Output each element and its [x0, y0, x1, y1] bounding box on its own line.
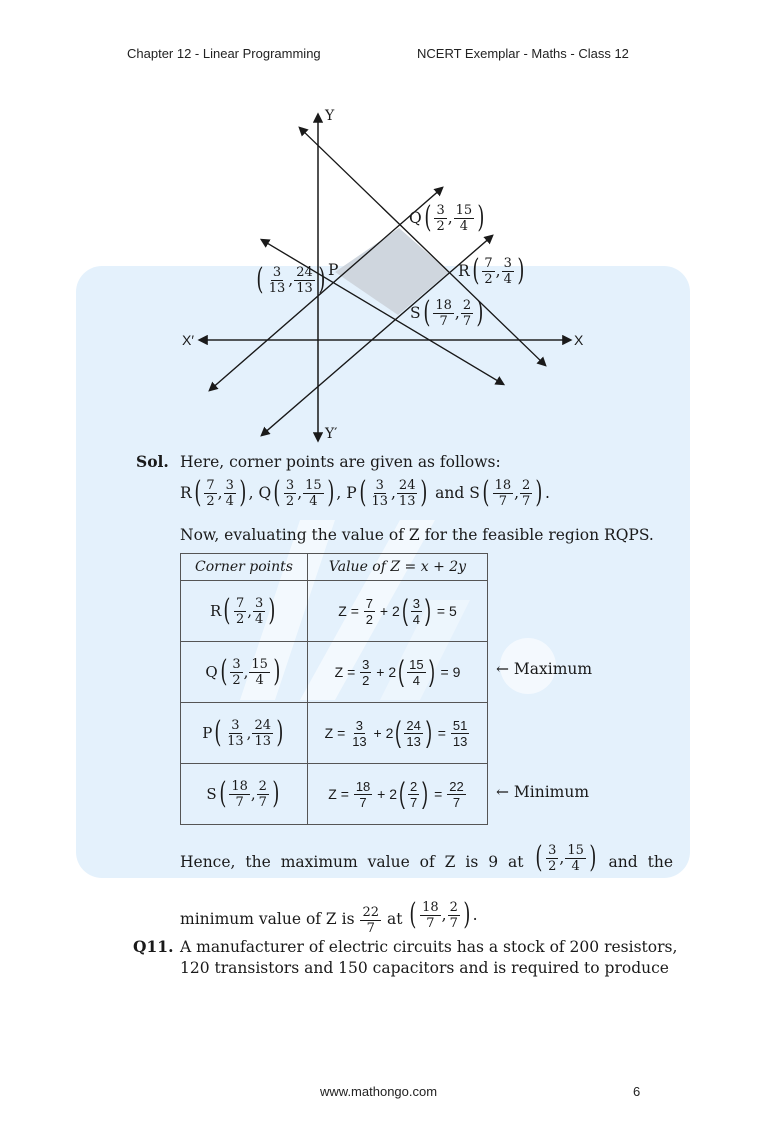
- solution-label: Sol.: [136, 452, 169, 471]
- point-label-p-coords: ( $\frac{3}{13}$ , $\frac{24}{13}$ ): [256, 262, 326, 297]
- solution-line3: Now, evaluating the value of Z for the feasible region RQPS.: [180, 526, 654, 544]
- point-label-p: P: [328, 261, 339, 279]
- corner-points-table: [180, 553, 488, 825]
- page-number: 6: [633, 1084, 641, 1099]
- question-label: Q11.: [133, 937, 174, 956]
- table-cell-z: Z = $\frac{3}{2}$ + 2 ( $\frac{15}{4}$ ) = 9: [308, 642, 488, 703]
- point-label-s: S ( $\frac{18}{7}$ , $\frac{2}{7}$ ): [410, 295, 484, 330]
- axis-label-y: Y: [325, 108, 335, 124]
- table-row: [181, 703, 488, 764]
- table-header-z-value: Value of Z = x + 2y: [308, 554, 488, 581]
- conclusion-line2: minimum value of Z is $\frac{22}{7}$ at ( $\frac{18}{7}$ , $\frac{2}{7}$ ) .: [180, 897, 478, 936]
- table-cell-z: Z = $\frac{7}{2}$ + 2 ( $\frac{3}{4}$ ) = 5: [308, 581, 488, 642]
- table-header-row: [181, 554, 488, 581]
- table-cell-z: Z = $\frac{18}{7}$ + 2 ( $\frac{2}{7}$ ) = $\frac{22}{7}$: [308, 764, 488, 825]
- header-chapter: Chapter 12 - Linear Programming: [127, 46, 321, 61]
- table-cell-point: P ( $\frac{3}{13}$ , $\frac{24}{13}$ ): [181, 703, 308, 764]
- table-cell-z: Z = $\frac{3}{13}$ + 2 ( $\frac{24}{13}$ ) = $\frac{51}{13}$: [308, 703, 488, 764]
- axis-label-y-neg: Y′: [325, 426, 338, 442]
- point-label-r: R ( $\frac{7}{2}$ , $\frac{3}{4}$ ): [458, 253, 525, 288]
- feasible-region-graph: [170, 100, 600, 450]
- point-label-q: Q ( $\frac{3}{2}$ , $\frac{15}{4}$ ): [409, 200, 485, 235]
- header-book: NCERT Exemplar - Maths - Class 12: [417, 46, 629, 61]
- table-row: [181, 764, 488, 825]
- table-cell-point: Q ( $\frac{3}{2}$ , $\frac{15}{4}$ ): [181, 642, 308, 703]
- question-line1: A manufacturer of electric circuits has a stock of 200 resistors,: [180, 938, 678, 956]
- question-line2: 120 transistors and 150 capacitors and is required to produce: [180, 959, 669, 977]
- minimum-note: ← Minimum: [496, 783, 590, 801]
- solution-line1: Here, corner points are given as follows:: [180, 453, 501, 471]
- conclusion-line1: Hence, the maximum value of Z is 9 at ( $\frac{3}{2}$ , $\frac{15}{4}$ ) and the: [180, 840, 674, 875]
- solution-corner-points: R ( $\frac{7}{2}$ , $\frac{3}{4}$ ) , Q ( $\frac{3}{2}$ , $\frac{15}{4}$ ) , P ( $\frac{3}{13}$ , $\frac{24}{13}$ ) and S ( $\frac{18}{7}$ , $\frac{2}{7}$ ) .: [180, 475, 550, 510]
- table-cell-point: S ( $\frac{18}{7}$ , $\frac{2}{7}$ ): [181, 764, 308, 825]
- footer-url[interactable]: www.mathongo.com: [320, 1084, 438, 1099]
- table-header-corner-points: Corner points: [181, 554, 308, 581]
- axis-label-x: X: [574, 332, 584, 348]
- axis-label-x-neg: X′: [182, 332, 194, 348]
- table-row: [181, 581, 488, 642]
- table-row: [181, 642, 488, 703]
- table-cell-point: R ( $\frac{7}{2}$ , $\frac{3}{4}$ ): [181, 581, 308, 642]
- maximum-note: ← Maximum: [496, 660, 593, 678]
